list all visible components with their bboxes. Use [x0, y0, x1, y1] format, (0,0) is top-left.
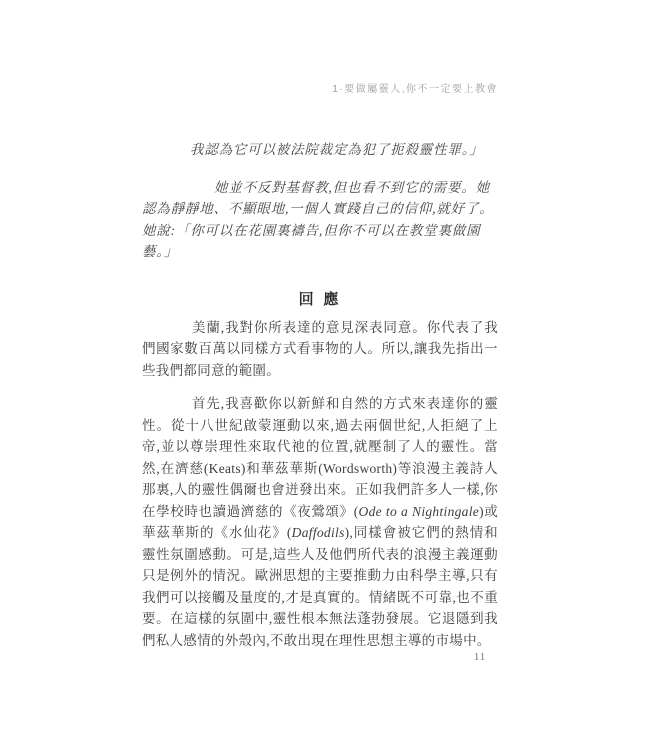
poem-title-daffodils: Daffodils — [291, 525, 345, 540]
body-paragraph-1: 美蘭,我對你所表達的意見深表同意。你代表了我們國家數百萬以同樣方式看事物的人。所以,讓我先指出一些我們都同意的範圍。 — [142, 319, 498, 378]
paragraph-text-segment: ),同樣會被它們的熱情和靈性氛圍感動。可是,這些人及他們所代表的浪漫主義運動只是例外的情況。歐洲思想的主要推動力由科學主導,只有我們可以接觸及量度的,才是真實的。情緒既不可靠,也不重要。在這樣的氛圍中,靈性根本無法蓬勃發展。它退隱到我們私人感情的外殼內,不敢出現在理性思想主導的市場中。 — [142, 525, 498, 648]
running-header: 1·要做屬靈人,你不一定要上教會 — [332, 84, 498, 95]
quote-paragraph-1: 我認為它可以被法院裁定為犯了扼殺靈性罪。」 — [190, 142, 484, 157]
page-content — [142, 139, 498, 651]
poem-title-ode-to-a-nightingale: Ode to a Nightingale — [358, 503, 480, 519]
page-number: 11 — [474, 652, 487, 663]
quote-paragraph-2: 她並不反對基督教,但也看不到它的需要。她認為靜靜地、不顯眼地,一個人實踐自己的信仰,就好了。她說:「你可以在花園裏禱告,但你不可以在教堂裏做園藝。」 — [142, 179, 494, 259]
section-heading: 回 應 — [298, 291, 342, 308]
body-paragraph-2 — [142, 393, 498, 651]
paragraph-text-segment: 首先,我喜歡你以新鮮和自然的方式來表達你的靈性。從十八世紀啟蒙運動以來,過去兩個世紀,人拒絕了上帝,並以尊崇理性來取代祂的位置,就壓制了人的靈性。當然,在濟慈(Keats)和華茲華斯(Wordsworth)等浪漫主義詩人那裏,人的靈性偶爾也會迸發出來。正如我們許多人一樣,你在學校時也讀過濟慈的《夜鶯頌》( — [142, 396, 498, 519]
paragraph-text-segment: )或華茲華斯的《水仙花》( — [142, 503, 498, 540]
